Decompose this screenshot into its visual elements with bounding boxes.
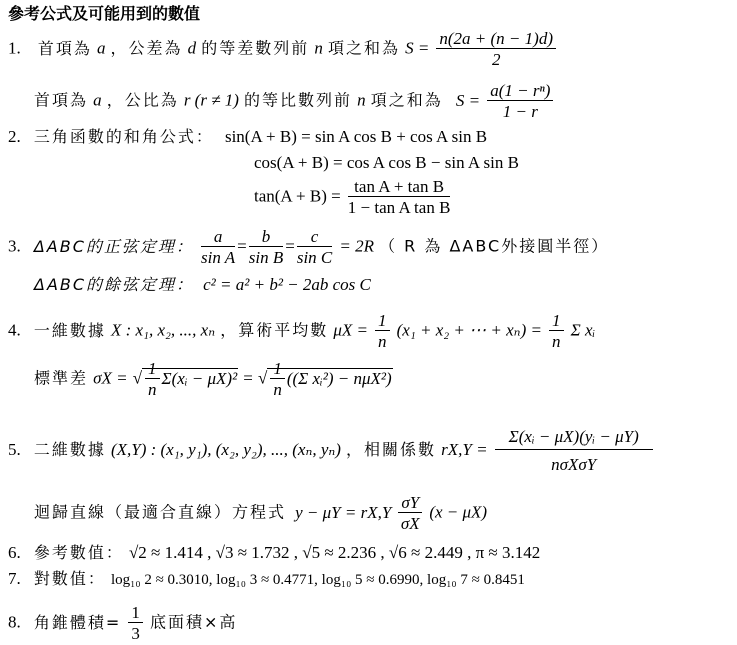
sine-law-eq: = 2R [339,236,374,256]
cone-line [8,604,237,642]
item-number-8: 8. [8,612,21,632]
sine-frac-a-num: a [201,228,235,247]
mean-fraction-2 [549,312,564,350]
sd-line: 標準差 σX = √ $\frac{1}{n}$ Σ(xᵢ − μX)² = √ $\frac{1}{n}$ ((Σ xᵢ²) − nμX²) [34,359,392,399]
arith-denominator: 2 [491,50,501,69]
arith-lhs: S = [405,38,430,58]
geo-sum-line [34,82,555,120]
cone-numerator: 1 [128,604,143,623]
cone-rest: 底面積×高 [149,612,238,632]
stats1-mu: μX = [333,320,368,340]
stats1-sum: (x₁ + x₂ + ⋯ + xₙ) = [396,320,542,340]
sine-frac-c-num: c [297,228,332,247]
stats1-data: X : x₁, x₂, ..., xₙ [110,320,216,340]
sd-frac-1-num: 1 [145,360,160,379]
arith-numerator: n(2a + (n − 1)d) [436,30,556,49]
sd-frac-2 [270,360,285,398]
sine-frac-c-den: sin C [296,248,333,267]
sd-lhs: σX = [93,368,128,388]
cosine-law-formula: c² = a² + b² − 2ab cos C [203,275,371,294]
arith-n: n [314,38,323,58]
item-number-3: 3. [8,236,21,256]
logs-label: 對數值： [33,569,106,588]
arith-sum-line [8,30,558,68]
sine-law-label: ΔABC的正弦定理： [33,236,194,256]
arith-text-4: 項之和為 [327,38,400,58]
regression-lhs: y − μY = rX,Y [295,502,392,522]
sine-law-line: 3. ΔABC的正弦定理： $\frac{a}{\text{sin A}}$ = $\frac{b}{\text{sin B}}$ = $\frac{c}{\text{sin C}}$ = 2R （ R 為 ΔABC外接圓半徑） [8,227,610,267]
geo-r: r (r ≠ 1) [183,90,239,110]
regression-fraction [398,494,422,532]
item-number-2: 2. [8,127,21,146]
sd-frac-1-den: n [148,380,157,399]
arith-d: d [187,38,197,58]
sd-frac-2-den: n [273,380,282,399]
trig-tan-fraction [348,178,451,216]
trig-tan-denominator: 1 − tan A tan B [347,198,451,217]
geo-n: n [357,90,366,110]
values-list: √2 ≈ 1.414 , √3 ≈ 1.732 , √5 ≈ 2.236 , √6 ≈ 2.449 , π ≈ 3.142 [128,543,541,562]
regression-denominator: σX [400,514,420,533]
cone-label: 角錐體積= [33,612,122,632]
regression-line [34,494,487,532]
geo-fraction [487,82,553,120]
sine-frac-a [201,228,235,266]
item-number-4: 4. [8,320,21,340]
cosine-law-label: ΔABC的餘弦定理： [34,275,195,294]
geo-text-3: 的等比數列前 [244,90,353,110]
sine-frac-c [297,228,332,266]
logs-list: log₁₀ 2 ≈ 0.3010, log₁₀ 3 ≈ 0.4771, log₁₀ 5 ≈ 0.6990, log₁₀ 7 ≈ 0.8451 [110,572,525,588]
mean-fraction [375,312,390,350]
geo-lhs: S = [455,90,481,110]
sd-equals: = [243,368,253,388]
trig-label: 三角函數的和角公式： [33,127,214,146]
mean-frac2-den: n [552,332,561,351]
logs-line [8,570,525,588]
corr-denominator: nσXσY [551,455,597,474]
mean-frac2-num: 1 [549,312,564,331]
sd-frac-1 [145,360,160,398]
arith-fraction [436,30,556,68]
trig-tan-numerator: tan A + tan B [348,178,451,197]
trig-tan-lhs: tan(A + B) = [254,186,341,206]
stats1-sigma: Σ xᵢ [570,320,596,340]
corr-line [8,428,655,473]
item-number-6: 6. [8,543,21,562]
stats2-label: 二維數據 [33,440,106,459]
sine-frac-b [249,228,283,266]
geo-text-1: 首項為 [34,90,89,110]
stats2-r: rX,Y = [441,440,488,459]
geo-denominator: 1 − r [502,102,538,121]
arith-a: a [96,38,106,58]
geo-a: a [93,90,102,110]
sd-sqrt-1 [142,359,238,399]
sd-frac-2-num: 1 [270,360,285,379]
corr-numerator: Σ(xᵢ − μX)(yᵢ − μY) [495,428,653,450]
sd-sqrt-2 [267,359,392,399]
mean-frac-num: 1 [375,312,390,331]
trig-cos-formula: cos(A + B) = cos A cos B − sin A sin B [254,153,519,172]
stats1-text: ，算術平均數 [220,320,329,340]
trig-sin-line [8,128,487,145]
arith-text-3: 的等差數列前 [201,38,310,58]
sd-label: 標準差 [34,368,89,388]
values-line [8,544,540,561]
geo-numerator: a(1 − rⁿ) [487,82,553,101]
regression-label: 迴歸直線（最適合直線）方程式 [34,502,287,522]
geo-text-4: 項之和為 [370,90,443,110]
stats1-label: 一維數據 [33,320,106,340]
item-number-5: 5. [8,440,21,459]
trig-tan-line [254,178,452,216]
regression-numerator: σY [398,494,422,513]
sine-frac-b-den: sin B [248,248,284,267]
item-number-1: 1. [8,38,21,58]
sine-frac-a-den: sin A [200,248,236,267]
corr-fraction [495,428,653,473]
mean-frac-den: n [378,332,387,351]
sd-inner-1: Σ(xᵢ − μX)² [161,368,238,388]
regression-rhs: (x − μX) [429,502,488,522]
stats2-text: ，相關係數 [346,440,437,459]
sd-inner-2: ((Σ xᵢ²) − nμX²) [286,368,392,388]
arith-text-2: ，公差為 [110,38,183,58]
sine-law-note: （ R 為 ΔABC外接圓半徑） [379,236,610,256]
item-number-7: 7. [8,569,21,588]
cosine-law-line [34,276,371,293]
sine-frac-b-num: b [249,228,283,247]
arith-text-1: 首項為 [37,38,92,58]
values-label: 參考數值： [33,543,124,562]
sheet-title: 參考公式及可能用到的數值 [8,4,201,23]
cone-denominator: 3 [131,624,140,643]
trig-sin-formula: sin(A + B) = sin A cos B + cos A sin B [224,127,488,146]
geo-text-2: ，公比為 [106,90,179,110]
stats2-data: (X,Y) : (x₁, y₁), (x₂, y₂), ..., (xₙ, yₙ) [110,440,341,459]
mean-line [8,312,595,350]
cone-fraction [128,604,143,642]
